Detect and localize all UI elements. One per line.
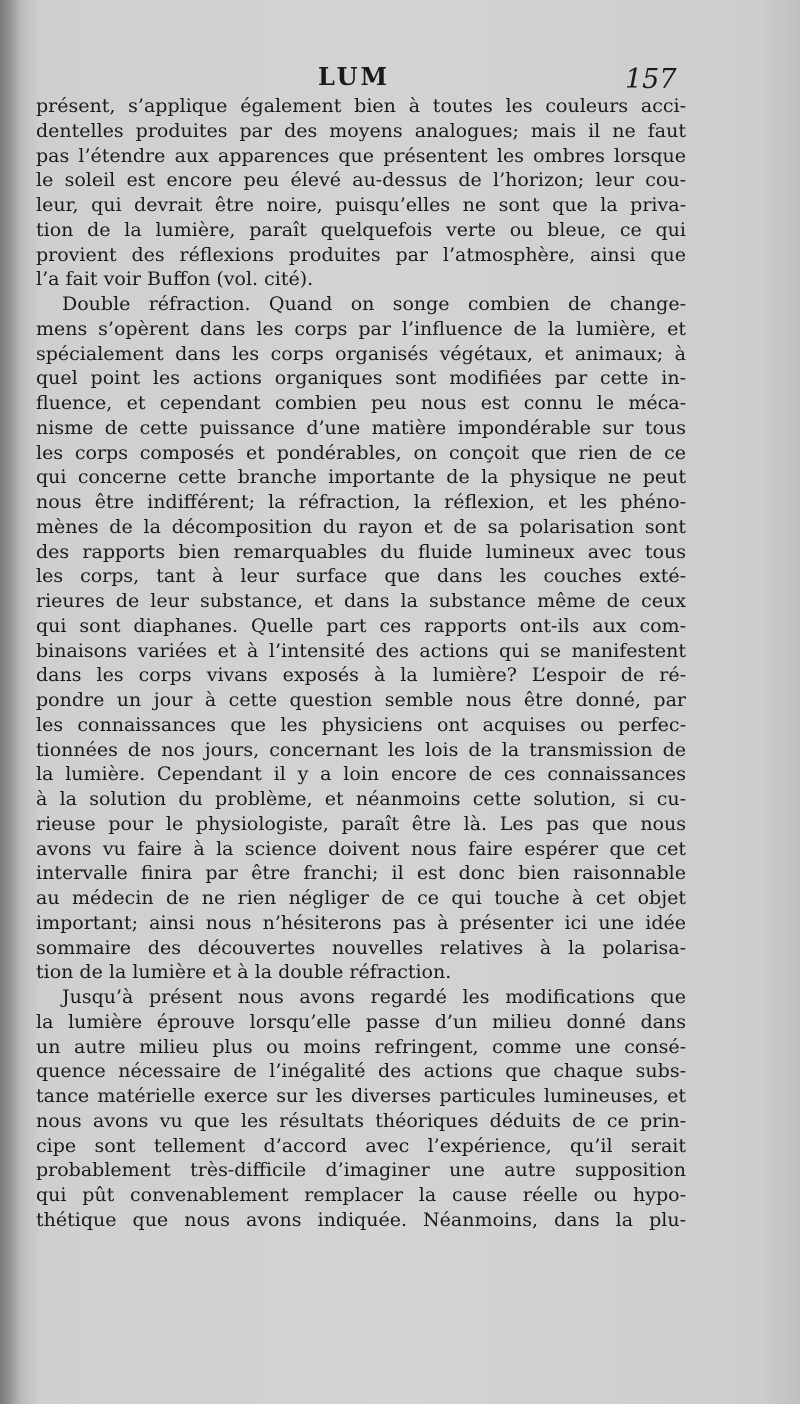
text-line: mens s’opèrent dans les corps par l’influence de la lumière, et [36,317,686,340]
text-line: dentelles produites par des moyens analogues; mais il ne faut [36,119,686,142]
text-line: nous avons vu que les résultats théoriques déduits de ce prin- [36,1109,686,1132]
text-line: thétique que nous avons indiquée. Néanmoins, dans la plu- [36,1208,686,1231]
text-line: les corps, tant à leur surface que dans les couches exté- [36,565,686,588]
text-line: tion de la lumière, paraît quelquefois verte ou bleue, ce qui [36,218,686,241]
text-line: qui pût convenablement remplacer la cause réelle ou hypo- [36,1184,686,1206]
text-line: fluence, et cependant combien peu nous est connu le méca- [36,392,686,414]
text-line: important; ainsi nous n’hésiterons pas à présenter ici une idée [36,911,686,934]
body-text [36,94,686,1233]
text-line: avons vu faire à la science doivent nous faire espérer que cet [36,837,686,860]
text-line: un autre milieu plus ou moins refringent, comme une consé- [36,1035,686,1058]
text-line: intervalle finira par être franchi; il est donc bien raisonnable [36,862,686,885]
text-line: pas l’étendre aux apparences que présentent les ombres lorsque [36,144,686,167]
text-line: Jusqu’à présent nous avons regardé les modifications que [62,986,686,1008]
text-line: nous être indifférent; la réfraction, la réflexion, et les phéno- [36,491,686,513]
text-line: les corps composés et pondérables, on conçoit que rien de ce [36,441,686,464]
text-line: le soleil est encore peu élevé au-dessus de l’horizon; leur cou- [36,169,686,192]
text-line: mènes de la décomposition du rayon et de sa polarisation sont [36,515,686,538]
text-line: qui concerne cette branche importante de la physique ne peut [36,466,686,489]
text-line: au médecin de ne rien négliger de ce qui touche à cet objet [36,887,686,909]
running-head-title: LUM [318,62,391,91]
text-line: tionnées de nos jours, concernant les lois de la transmission de [36,738,686,761]
text-line: des rapports bien remarquables du fluide lumineux avec tous [36,540,686,563]
text-line: sommaire des découvertes nouvelles relatives à la polarisa- [36,936,686,959]
text-line: rieures de leur substance, et dans la substance même de ceux [36,590,686,612]
text-line: l’a fait voir Buffon (vol. cité). [36,268,314,291]
text-line: tance matérielle exerce sur les diverses particules lumineuses, et [36,1085,686,1107]
gutter-shadow [0,0,22,1404]
text-line: cipe sont tellement d’accord avec l’expérience, qu’il serait [36,1134,686,1157]
text-line: provient des réflexions produites par l’atmosphère, ainsi que [36,243,686,266]
text-line: leur, qui devrait être noire, puisqu’elles ne sont que la priva- [36,194,686,216]
section-heading-line: Double réfraction. Quand on songe combien de change- [62,293,686,315]
text-line: quel point les actions organiques sont modifiées par cette in- [36,367,686,390]
text-line: rieuse pour le physiologiste, paraît être là. Les pas que nous [36,812,686,835]
text-line: binaisons variées et à l’intensité des actions qui se manifestent [36,639,686,662]
text-line: la lumière. Cependant il y a loin encore de ces connaissances [36,763,686,786]
text-line: la lumière éprouve lorsqu’elle passe d’un milieu donné dans [36,1010,686,1033]
text-line: tion de la lumière et à la double réfraction. [36,961,452,984]
text-line: dans les corps vivans exposés à la lumière? L’espoir de ré- [36,664,686,687]
text-line: probablement très-difficile d’imaginer une autre supposition [36,1159,686,1182]
page-number: 157 [625,64,677,95]
text-line: à la solution du problème, et néanmoins cette solution, si cu- [36,788,686,810]
text-line: les connaissances que les physiciens ont acquises ou perfec- [36,713,686,736]
text-line: quence nécessaire de l’inégalité des actions que chaque subs- [36,1060,686,1083]
text-line: pondre un jour à cette question semble nous être donné, par [36,689,686,711]
text-line: qui sont diaphanes. Quelle part ces rapports ont-ils aux com- [36,614,686,637]
text-line: spécialement dans les corps organisés végétaux, et animaux; à [36,342,686,365]
text-line: nisme de cette puissance d’une matière impondérable sur tous [36,416,686,439]
text-line: présent, s’applique également bien à toutes les couleurs acci- [36,95,686,117]
